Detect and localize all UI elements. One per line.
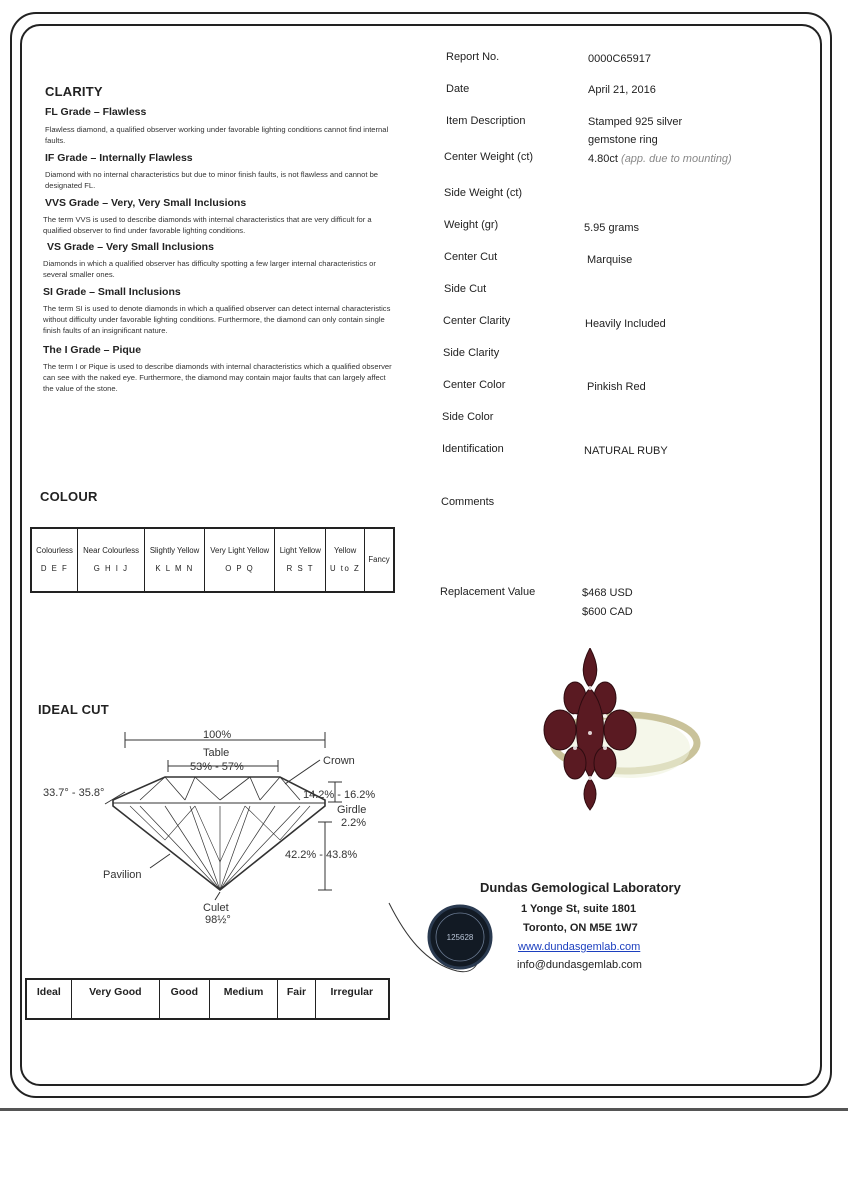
diamond-cut-diagram xyxy=(35,722,395,927)
pavilion-label: Pavilion xyxy=(103,869,142,881)
cut-grade-ideal: Ideal xyxy=(26,979,71,1019)
cut-grade-good: Good xyxy=(159,979,209,1019)
colour-scale-table xyxy=(30,527,395,593)
replacement-value-usd: $468 USD xyxy=(582,587,633,599)
grade-fl-title: FL Grade – Flawless xyxy=(45,106,147,118)
comments-label: Comments xyxy=(441,496,495,508)
center-cut-label: Center Cut xyxy=(444,251,498,263)
lab-address1: 1 Yonge St, suite 1801 xyxy=(521,903,637,915)
center-clarity-value: Heavily Included xyxy=(585,318,666,330)
ruby-right-side xyxy=(604,710,636,750)
center-weight-number: 4.80ct xyxy=(588,153,618,165)
crown-height: 14.2% - 16.2% xyxy=(303,789,376,801)
pavilion-depth: 42.2% - 43.8% xyxy=(285,849,358,861)
seal-number: 125628 xyxy=(446,933,474,942)
side-weight-label: Side Weight (ct) xyxy=(444,187,523,199)
center-cut-value: Marquise xyxy=(587,254,633,266)
lab-name: Dundas Gemological Laboratory xyxy=(480,880,681,895)
lab-website-link[interactable]: www.dundasgemlab.com xyxy=(518,941,641,953)
ruby-stones xyxy=(544,648,636,810)
colour-cell-colourless: Colourless D E F xyxy=(31,528,78,592)
center-color-value: Pinkish Red xyxy=(587,381,646,393)
ideal-cut-heading: IDEAL CUT xyxy=(38,702,109,717)
grade-i-desc: The term I or Pique is used to describe diamonds with internal characteristics which a qualified observer can see with the naked eye. Furthermore, the diamond may contain major faults that can largely affect the value of the stone. xyxy=(43,362,392,393)
girdle-label: Girdle xyxy=(337,804,367,816)
clarity-heading: CLARITY xyxy=(45,84,103,99)
ruby-bottom xyxy=(584,778,596,810)
grade-fl-desc: Flawless diamond, a qualified observer working under favorable lighting conditions cannot find internal faults. xyxy=(45,125,389,145)
diamond-outline xyxy=(113,777,325,890)
grade-if-desc: Diamond with no internal characteristics but due to minor finish faults, is not flawless and cannot be designated FL. xyxy=(45,170,379,190)
center-weight-label: Center Weight (ct) xyxy=(444,151,534,163)
item-description-label: Item Description xyxy=(446,115,526,127)
colour-cell-near-colourless: Near Colourless G H I J xyxy=(78,528,145,592)
colour-cell-fancy: Fancy xyxy=(365,528,394,592)
grade-si-desc: The term SI is used to denote diamonds in which a qualified observer can detect internal characteristics without difficulty under favorable lighting conditions. Furthermore, the diamond can only contain single finish faults of an insignificant nature. xyxy=(43,304,391,335)
page-bottom-rule xyxy=(0,1108,848,1111)
report-no-label: Report No. xyxy=(446,51,500,63)
grade-vvs-desc: The term VVS is used to describe diamonds with internal characteristics that are very difficult for a qualified observer to find under favorable lighting conditions. xyxy=(43,215,372,235)
replacement-value-cad: $600 CAD xyxy=(582,606,633,618)
ruby-right-lower xyxy=(594,747,616,779)
grade-si-title: SI Grade – Small Inclusions xyxy=(43,286,181,298)
weight-value: 5.95 grams xyxy=(584,222,640,234)
grade-vvs-title: VVS Grade – Very, Very Small Inclusions xyxy=(45,197,247,209)
date-label: Date xyxy=(446,83,470,95)
item-description-value-line1: Stamped 925 silver xyxy=(588,116,683,128)
girdle-value: 2.2% xyxy=(341,817,367,829)
lab-seal-stamp xyxy=(385,885,495,985)
crown-angle: 33.7° - 35.8° xyxy=(43,787,105,799)
side-clarity-label: Side Clarity xyxy=(443,347,500,359)
colour-cell-slightly-yellow: Slightly Yellow K L M N xyxy=(145,528,205,592)
grade-i-title: The I Grade – Pique xyxy=(43,344,142,356)
colour-cell-light-yellow: Light Yellow R S T xyxy=(275,528,326,592)
crown-label: Crown xyxy=(323,755,355,767)
replacement-value-label: Replacement Value xyxy=(440,586,536,598)
cut-grade-irregular: Irregular xyxy=(315,979,389,1019)
colour-cell-yellow: Yellow U to Z xyxy=(326,528,365,592)
cut-grade-medium: Medium xyxy=(209,979,278,1019)
table-range: 53% - 57% xyxy=(190,761,244,773)
side-cut-label: Side Cut xyxy=(444,283,487,295)
center-weight-note: (app. due to mounting) xyxy=(621,153,732,165)
grade-if-title: IF Grade – Internally Flawless xyxy=(45,152,193,164)
center-color-label: Center Color xyxy=(443,379,506,391)
culet-label: Culet xyxy=(203,902,229,914)
weight-label: Weight (gr) xyxy=(444,219,499,231)
item-description-value-line2: gemstone ring xyxy=(588,134,658,146)
center-clarity-label: Center Clarity xyxy=(443,315,511,327)
center-weight-value xyxy=(588,153,732,165)
lab-address2: Toronto, ON M5E 1W7 xyxy=(523,922,638,934)
ruby-left-lower xyxy=(564,747,586,779)
side-color-label: Side Color xyxy=(442,411,494,423)
lab-email: info@dundasgemlab.com xyxy=(517,959,642,971)
date-value: April 21, 2016 xyxy=(588,84,656,96)
grade-vs-desc: Diamonds in which a qualified observer has difficulty spotting a few larger internal characteristics or several smaller ones. xyxy=(43,259,376,279)
cut-grade-table xyxy=(25,978,390,1020)
width-label: 100% xyxy=(203,729,232,741)
grade-vs-title: VS Grade – Very Small Inclusions xyxy=(47,241,214,253)
crown-pointer xyxy=(285,760,320,784)
ring-photo xyxy=(520,648,710,818)
cut-grade-fair: Fair xyxy=(278,979,315,1019)
colour-cell-very-light-yellow: Very Light Yellow O P Q xyxy=(205,528,275,592)
table-label: Table xyxy=(203,747,230,759)
report-no-value: 0000C65917 xyxy=(588,53,652,65)
culet-angle: 98½° xyxy=(205,914,231,926)
identification-value: NATURAL RUBY xyxy=(584,445,668,457)
ruby-left-side xyxy=(544,710,576,750)
colour-heading: COLOUR xyxy=(40,489,98,504)
identification-label: Identification xyxy=(442,443,504,455)
ruby-top xyxy=(583,648,597,688)
cut-grade-very-good: Very Good xyxy=(71,979,159,1019)
